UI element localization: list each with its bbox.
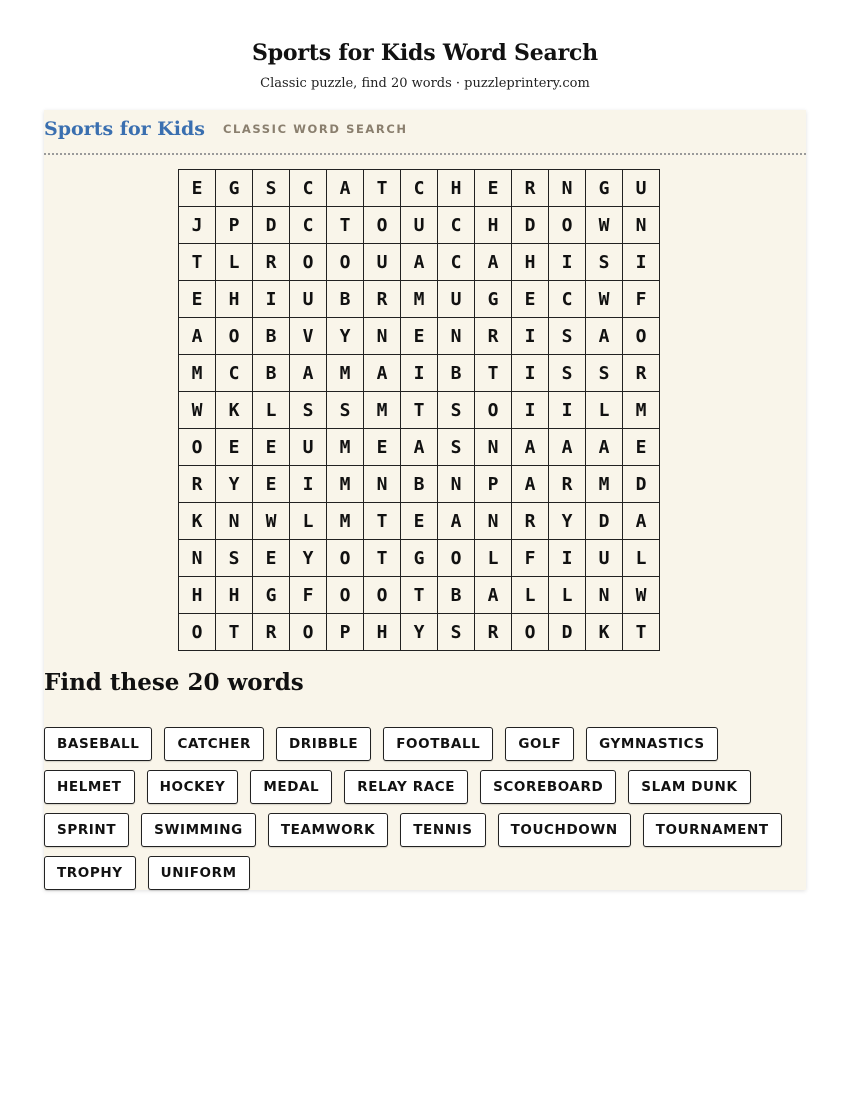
puzzle-type-label: CLASSIC WORD SEARCH [222,121,408,136]
grid-cell[interactable]: N [364,466,401,503]
grid-cell[interactable]: O [179,614,216,651]
grid-cell[interactable]: I [253,281,290,318]
word-chip[interactable]: TOUCHDOWN [498,813,631,847]
grid-cell[interactable]: O [179,429,216,466]
grid-cell[interactable]: O [290,614,327,651]
grid-cell[interactable]: I [290,466,327,503]
page-subtitle: Classic puzzle, find 20 words · puzzleprintery.com [260,76,590,91]
grid-cell[interactable]: R [364,281,401,318]
grid-cell[interactable]: L [253,392,290,429]
grid-cell[interactable]: D [549,614,586,651]
grid-cell[interactable]: I [549,540,586,577]
grid-cell[interactable]: B [438,355,475,392]
grid-cell[interactable]: P [216,207,253,244]
grid-cell[interactable]: S [216,540,253,577]
word-chip[interactable]: TENNIS [400,813,485,847]
grid-cell[interactable]: I [401,355,438,392]
grid-cell[interactable]: T [364,503,401,540]
grid-cell[interactable]: C [216,355,253,392]
grid-cell[interactable]: I [623,244,660,281]
grid-cell[interactable]: N [216,503,253,540]
grid-cell[interactable]: D [623,466,660,503]
grid-cell[interactable]: H [179,577,216,614]
grid-cell[interactable]: M [401,281,438,318]
grid-cell[interactable]: O [216,318,253,355]
grid-cell[interactable]: H [475,207,512,244]
grid-cell[interactable]: M [327,466,364,503]
grid-cell[interactable]: R [179,466,216,503]
grid-cell[interactable]: A [364,355,401,392]
word-chip[interactable]: GOLF [505,727,574,761]
grid-cell[interactable]: D [253,207,290,244]
word-chip[interactable]: SWIMMING [141,813,256,847]
grid-cell[interactable]: U [290,429,327,466]
grid-cell[interactable]: I [512,392,549,429]
grid-cell[interactable]: Y [401,614,438,651]
grid-cell[interactable]: T [179,244,216,281]
grid-cell[interactable]: S [327,392,364,429]
grid-cell[interactable]: G [253,577,290,614]
grid-row [179,207,660,244]
grid-cell[interactable]: E [179,170,216,207]
grid-cell[interactable]: N [438,318,475,355]
grid-cell[interactable]: R [623,355,660,392]
grid-cell[interactable]: I [512,355,549,392]
grid-cell[interactable]: H [512,244,549,281]
grid-cell[interactable]: M [327,429,364,466]
grid-cell[interactable]: R [512,170,549,207]
grid-cell[interactable]: A [327,170,364,207]
grid-cell[interactable]: T [216,614,253,651]
puzzle-brand-title: Sports for Kids [44,117,205,140]
grid-cell[interactable]: E [253,540,290,577]
word-chip[interactable]: HELMET [44,770,135,804]
grid-cell[interactable]: E [253,466,290,503]
grid-row [179,466,660,503]
word-chip[interactable]: TOURNAMENT [643,813,782,847]
grid-cell[interactable]: C [401,170,438,207]
grid-cell[interactable]: A [179,318,216,355]
grid-cell[interactable]: G [401,540,438,577]
grid-cell[interactable]: S [549,355,586,392]
grid-cell[interactable]: L [475,540,512,577]
word-chip[interactable]: GYMNASTICS [586,727,718,761]
grid-cell[interactable]: G [475,281,512,318]
grid-cell[interactable]: B [438,577,475,614]
grid-cell[interactable]: S [549,318,586,355]
grid-cell[interactable]: Y [290,540,327,577]
grid-cell[interactable]: M [623,392,660,429]
grid-row [179,503,660,540]
grid-cell[interactable]: K [586,614,623,651]
word-chip[interactable]: HOCKEY [147,770,239,804]
letter-grid [178,169,660,651]
grid-cell[interactable]: A [475,577,512,614]
grid-row [179,614,660,651]
grid-cell[interactable]: N [623,207,660,244]
grid-cell[interactable]: Y [327,318,364,355]
grid-cell[interactable]: D [586,503,623,540]
grid-cell[interactable]: T [475,355,512,392]
grid-cell[interactable]: G [216,170,253,207]
grid-row [179,281,660,318]
grid-cell[interactable]: B [327,281,364,318]
grid-cell[interactable]: K [216,392,253,429]
grid-cell[interactable]: W [586,281,623,318]
grid-cell[interactable]: U [586,540,623,577]
grid-cell[interactable]: E [401,318,438,355]
grid-cell[interactable]: O [512,614,549,651]
grid-cell[interactable]: K [179,503,216,540]
grid-cell[interactable]: G [586,170,623,207]
grid-cell[interactable]: A [549,429,586,466]
grid-cell[interactable]: I [549,392,586,429]
grid-cell[interactable]: L [290,503,327,540]
grid-cell[interactable]: L [623,540,660,577]
grid-cell[interactable]: S [586,355,623,392]
grid-cell[interactable]: E [475,170,512,207]
grid-cell[interactable]: O [549,207,586,244]
grid-cell[interactable]: R [253,614,290,651]
grid-cell[interactable]: T [364,170,401,207]
grid-cell[interactable]: Y [549,503,586,540]
grid-row [179,429,660,466]
grid-row [179,244,660,281]
grid-row [179,170,660,207]
grid-cell[interactable]: Y [216,466,253,503]
word-chip[interactable]: SLAM DUNK [628,770,750,804]
grid-cell[interactable]: O [364,577,401,614]
grid-cell[interactable]: E [623,429,660,466]
word-chip[interactable]: BASEBALL [44,727,152,761]
word-chip[interactable]: RELAY RACE [344,770,468,804]
grid-cell[interactable]: N [475,503,512,540]
grid-cell[interactable]: D [512,207,549,244]
grid-cell[interactable]: E [401,503,438,540]
grid-cell[interactable]: T [401,577,438,614]
grid-cell[interactable]: O [290,244,327,281]
grid-cell[interactable]: A [586,318,623,355]
grid-row [179,355,660,392]
grid-cell[interactable]: F [623,281,660,318]
grid-cell[interactable]: S [438,429,475,466]
word-chip[interactable]: SCOREBOARD [480,770,616,804]
grid-cell[interactable]: C [290,170,327,207]
grid-cell[interactable]: T [623,614,660,651]
grid-cell[interactable]: J [179,207,216,244]
grid-cell[interactable]: F [512,540,549,577]
grid-cell[interactable]: U [438,281,475,318]
grid-cell[interactable]: U [623,170,660,207]
grid-row [179,392,660,429]
page-title: Sports for Kids Word Search [252,40,598,66]
grid-cell[interactable]: N [549,170,586,207]
grid-cell[interactable]: T [327,207,364,244]
grid-cell[interactable]: R [549,466,586,503]
grid-cell[interactable]: O [327,540,364,577]
grid-cell[interactable]: U [364,244,401,281]
panel-header [44,110,806,155]
grid-cell[interactable]: E [179,281,216,318]
grid-cell[interactable]: C [290,207,327,244]
grid-cell[interactable]: S [586,244,623,281]
grid-cell[interactable]: U [290,281,327,318]
grid-cell[interactable]: L [586,392,623,429]
grid-cell[interactable]: V [290,318,327,355]
grid-cell[interactable]: O [327,244,364,281]
grid-cell[interactable]: N [438,466,475,503]
grid-cell[interactable]: E [253,429,290,466]
grid-cell[interactable]: O [438,540,475,577]
grid-cell[interactable]: A [438,503,475,540]
grid-cell[interactable]: M [179,355,216,392]
grid-row [179,540,660,577]
grid-cell[interactable]: H [438,170,475,207]
grid-cell[interactable]: C [549,281,586,318]
grid-cell[interactable]: N [475,429,512,466]
grid-cell[interactable]: A [512,466,549,503]
grid-cell[interactable]: P [327,614,364,651]
grid-cell[interactable]: A [512,429,549,466]
grid-cell[interactable]: L [549,577,586,614]
grid-cell[interactable]: A [401,244,438,281]
word-chip[interactable]: UNIFORM [148,856,250,890]
grid-cell[interactable]: H [216,577,253,614]
grid-cell[interactable]: S [253,170,290,207]
grid-cell[interactable]: A [475,244,512,281]
grid-cell[interactable]: I [512,318,549,355]
grid-cell[interactable]: F [290,577,327,614]
grid-cell[interactable]: O [327,577,364,614]
grid-cell[interactable]: C [438,244,475,281]
word-list-heading: Find these 20 words [44,669,304,696]
word-chip[interactable]: TEAMWORK [268,813,388,847]
word-chip[interactable]: DRIBBLE [276,727,371,761]
puzzle-panel [44,110,806,890]
word-chip[interactable]: TROPHY [44,856,136,890]
grid-cell[interactable]: S [438,614,475,651]
word-list [44,727,814,890]
grid-cell[interactable]: H [364,614,401,651]
grid-cell[interactable]: W [586,207,623,244]
grid-cell[interactable]: N [179,540,216,577]
grid-cell[interactable]: M [327,503,364,540]
grid-cell[interactable]: E [512,281,549,318]
grid-cell[interactable]: B [253,318,290,355]
grid-cell[interactable]: P [475,466,512,503]
grid-cell[interactable]: W [623,577,660,614]
grid-cell[interactable]: R [512,503,549,540]
grid-cell[interactable]: R [475,318,512,355]
grid-cell[interactable]: W [179,392,216,429]
word-chip[interactable]: FOOTBALL [383,727,493,761]
grid-cell[interactable]: T [364,540,401,577]
grid-cell[interactable]: B [401,466,438,503]
grid-cell[interactable]: S [438,392,475,429]
grid-cell[interactable]: L [512,577,549,614]
grid-cell[interactable]: R [475,614,512,651]
grid-cell[interactable]: M [586,466,623,503]
grid-cell[interactable]: H [216,281,253,318]
grid-cell[interactable]: C [438,207,475,244]
grid-cell[interactable]: O [475,392,512,429]
grid-cell[interactable]: A [401,429,438,466]
grid-cell[interactable]: A [586,429,623,466]
word-chip[interactable]: MEDAL [250,770,332,804]
grid-cell[interactable]: R [253,244,290,281]
grid-cell[interactable]: O [364,207,401,244]
grid-cell[interactable]: N [364,318,401,355]
grid-cell[interactable]: O [623,318,660,355]
grid-cell[interactable]: W [253,503,290,540]
grid-cell[interactable]: T [401,392,438,429]
grid-row [179,577,660,614]
grid-cell[interactable]: E [364,429,401,466]
grid-cell[interactable]: A [623,503,660,540]
word-chip[interactable]: SPRINT [44,813,129,847]
word-chip[interactable]: CATCHER [164,727,264,761]
grid-cell[interactable]: U [401,207,438,244]
grid-row [179,318,660,355]
grid-cell[interactable]: L [216,244,253,281]
grid-cell[interactable]: E [216,429,253,466]
page-header [0,0,850,92]
grid-cell[interactable]: B [253,355,290,392]
grid-cell[interactable]: I [549,244,586,281]
grid-cell[interactable]: A [290,355,327,392]
grid-cell[interactable]: N [586,577,623,614]
grid-cell[interactable]: M [364,392,401,429]
grid-cell[interactable]: M [327,355,364,392]
grid-cell[interactable]: S [290,392,327,429]
